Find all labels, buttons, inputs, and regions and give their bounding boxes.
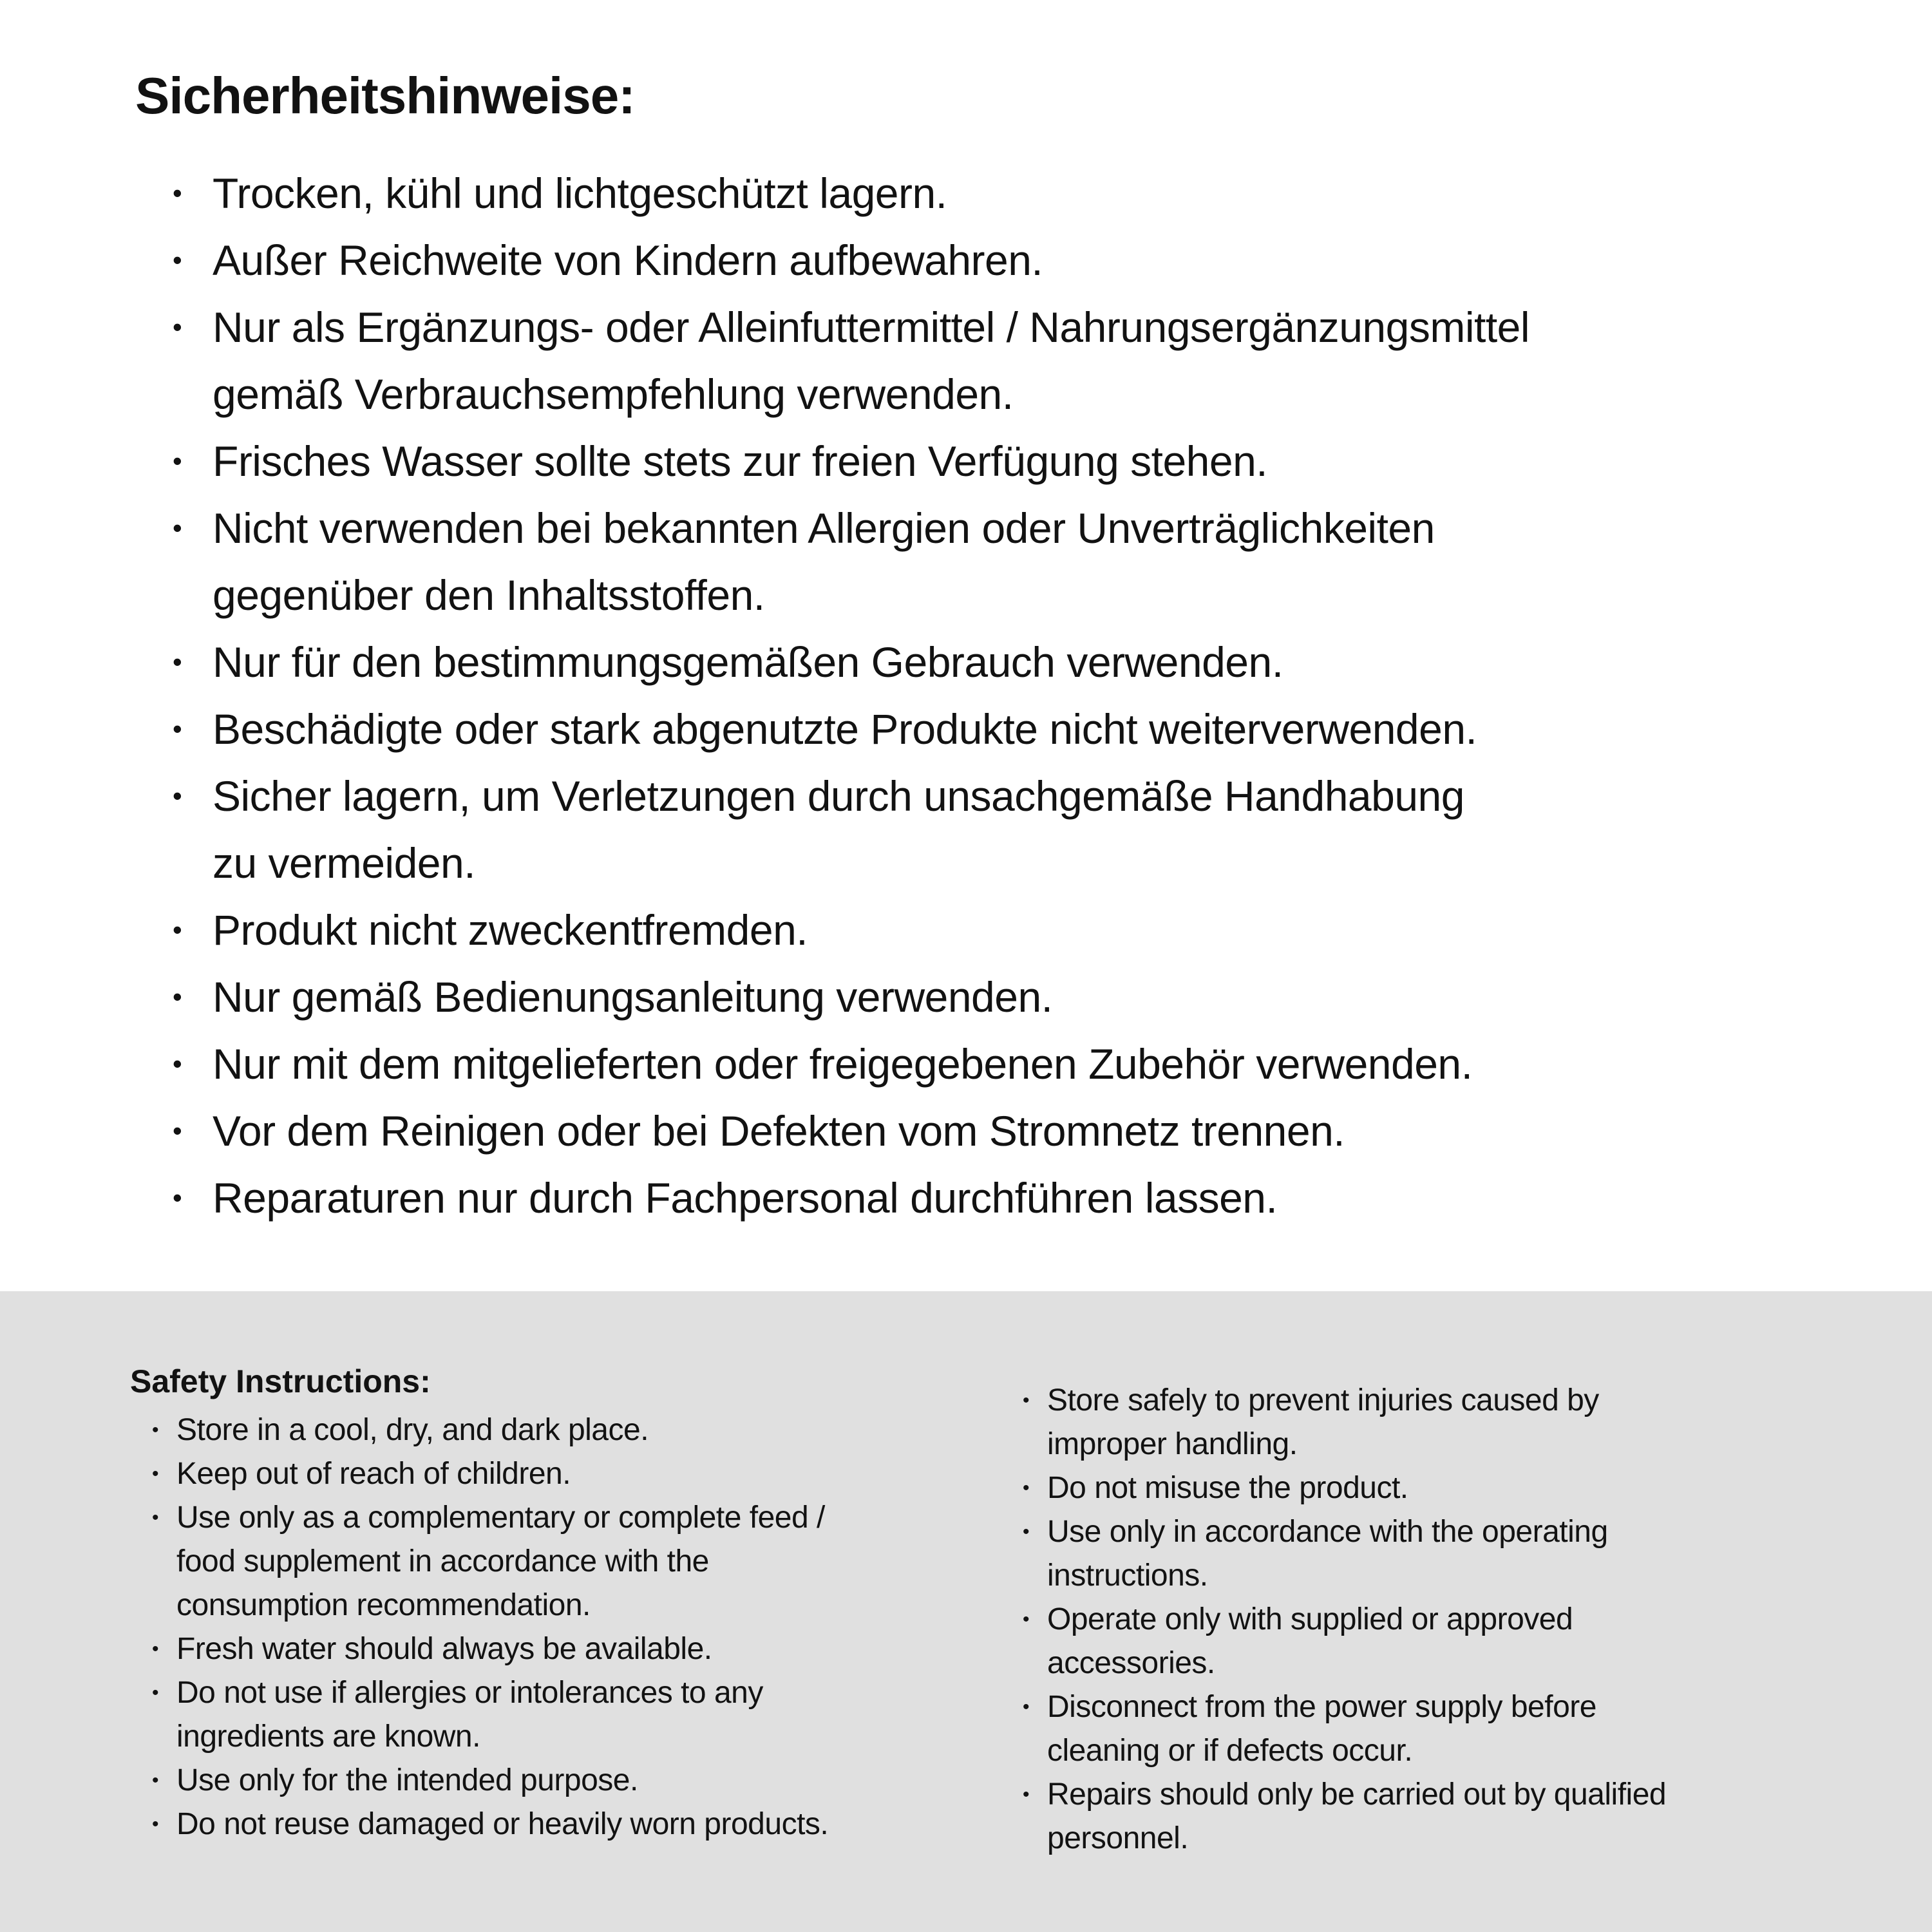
- bullet-icon: •: [173, 714, 182, 744]
- bullet-icon: •: [152, 1682, 159, 1703]
- bullet-icon: •: [152, 1814, 159, 1835]
- item-line: zu vermeiden.: [213, 839, 476, 887]
- bullet-icon: •: [173, 1048, 182, 1079]
- item-line: Frisches Wasser sollte stets zur freien Verfügung stehen.: [213, 437, 1268, 485]
- bullet-icon: •: [173, 312, 182, 342]
- item-line: Nur mit dem mitgelieferten oder freigegebenen Zubehör verwenden.: [213, 1040, 1473, 1088]
- item-line: Nur für den bestimmungsgemäßen Gebrauch verwenden.: [213, 638, 1283, 686]
- english-left-column: [130, 1363, 993, 1846]
- list-item: [152, 1496, 993, 1627]
- bullet-icon: •: [173, 981, 182, 1012]
- english-left-list: [152, 1408, 993, 1846]
- list-item: [173, 495, 1893, 629]
- item-line: Use only as a complementary or complete feed /: [176, 1501, 825, 1535]
- list-item: [152, 1408, 993, 1452]
- list-item: [173, 1030, 1893, 1097]
- list-item: [152, 1452, 993, 1496]
- bullet-icon: •: [173, 245, 182, 275]
- list-item: [173, 696, 1893, 762]
- item-line: cleaning or if defects occur.: [1047, 1734, 1413, 1768]
- item-line: instructions.: [1047, 1558, 1208, 1593]
- item-line: Sicher lagern, um Verletzungen durch unsachgemäße Handhabung: [213, 772, 1464, 820]
- bullet-icon: •: [1023, 1609, 1030, 1630]
- bullet-icon: •: [152, 1507, 159, 1528]
- english-right-list: [1023, 1379, 1924, 1861]
- bullet-icon: •: [173, 1115, 182, 1146]
- list-item: [173, 629, 1893, 696]
- item-line: accessories.: [1047, 1646, 1215, 1680]
- bullet-icon: •: [173, 446, 182, 476]
- item-line: Disconnect from the power supply before: [1047, 1690, 1596, 1724]
- list-item: [1023, 1510, 1924, 1598]
- item-line: Repairs should only be carried out by qualified: [1047, 1777, 1667, 1812]
- item-line: gegenüber den Inhaltsstoffen.: [213, 571, 765, 619]
- bullet-icon: •: [152, 1638, 159, 1660]
- list-item: [152, 1759, 993, 1803]
- list-item: [1023, 1379, 1924, 1466]
- bullet-icon: •: [173, 178, 182, 208]
- english-right-column: [1023, 1379, 1924, 1861]
- list-item: [173, 762, 1893, 896]
- bullet-icon: •: [1023, 1521, 1030, 1542]
- bullet-icon: •: [152, 1419, 159, 1441]
- list-item: [1023, 1466, 1924, 1510]
- item-line: personnel.: [1047, 1821, 1189, 1855]
- bullet-icon: •: [152, 1770, 159, 1791]
- item-line: Use only in accordance with the operating: [1047, 1515, 1608, 1549]
- bullet-icon: •: [173, 647, 182, 677]
- item-line: Operate only with supplied or approved: [1047, 1602, 1573, 1636]
- item-line: Vor dem Reinigen oder bei Defekten vom Stromnetz trennen.: [213, 1107, 1345, 1155]
- item-line: Keep out of reach of children.: [176, 1457, 571, 1491]
- list-item: [173, 963, 1893, 1030]
- list-item: [173, 1164, 1893, 1231]
- item-line: Do not use if allergies or intolerances to any: [176, 1676, 763, 1710]
- list-item: [173, 428, 1893, 495]
- bullet-icon: •: [173, 914, 182, 945]
- item-line: Use only for the intended purpose.: [176, 1763, 638, 1797]
- item-line: Trocken, kühl und lichtgeschützt lagern.: [213, 169, 947, 217]
- list-item: [173, 160, 1893, 227]
- list-item: [152, 1803, 993, 1846]
- item-line: Store safely to prevent injuries caused by: [1047, 1383, 1599, 1417]
- item-line: gemäß Verbrauchsempfehlung verwenden.: [213, 370, 1014, 418]
- bullet-icon: •: [1023, 1390, 1030, 1411]
- item-line: food supplement in accordance with the: [176, 1544, 709, 1578]
- list-item: [173, 896, 1893, 963]
- list-item: [152, 1627, 993, 1671]
- list-item: [173, 1097, 1893, 1164]
- list-item: [1023, 1598, 1924, 1685]
- list-item: [1023, 1685, 1924, 1773]
- bullet-icon: •: [1023, 1696, 1030, 1718]
- item-line: Produkt nicht zweckentfremden.: [213, 906, 808, 954]
- item-line: Store in a cool, dry, and dark place.: [176, 1413, 649, 1447]
- item-line: Do not misuse the product.: [1047, 1471, 1408, 1505]
- item-line: Nicht verwenden bei bekannten Allergien oder Unverträglichkeiten: [213, 504, 1435, 552]
- item-line: ingredients are known.: [176, 1719, 480, 1754]
- item-line: Reparaturen nur durch Fachpersonal durchführen lassen.: [213, 1174, 1278, 1222]
- item-line: Nur gemäß Bedienungsanleitung verwenden.: [213, 973, 1053, 1021]
- item-line: Außer Reichweite von Kindern aufbewahren.: [213, 236, 1043, 284]
- bullet-icon: •: [173, 513, 182, 543]
- german-list: [173, 160, 1893, 1231]
- english-section: [0, 1291, 1932, 1932]
- item-line: Fresh water should always be available.: [176, 1632, 712, 1666]
- bullet-icon: •: [1023, 1784, 1030, 1805]
- item-line: Nur als Ergänzungs- oder Alleinfuttermittel / Nahrungsergänzungsmittel: [213, 303, 1530, 351]
- bullet-icon: •: [173, 781, 182, 811]
- bullet-icon: •: [1023, 1477, 1030, 1499]
- english-heading: Safety Instructions:: [130, 1363, 431, 1399]
- item-line: Do not reuse damaged or heavily worn products.: [176, 1807, 829, 1841]
- bullet-icon: •: [152, 1463, 159, 1484]
- list-item: [173, 227, 1893, 294]
- list-item: [173, 294, 1893, 428]
- list-item: [152, 1671, 993, 1759]
- german-heading: Sicherheitshinweise:: [135, 67, 635, 124]
- item-line: Beschädigte oder stark abgenutzte Produkte nicht weiterverwenden.: [213, 705, 1477, 753]
- item-line: consumption recommendation.: [176, 1588, 591, 1622]
- item-line: improper handling.: [1047, 1427, 1298, 1461]
- bullet-icon: •: [173, 1182, 182, 1213]
- list-item: [1023, 1773, 1924, 1861]
